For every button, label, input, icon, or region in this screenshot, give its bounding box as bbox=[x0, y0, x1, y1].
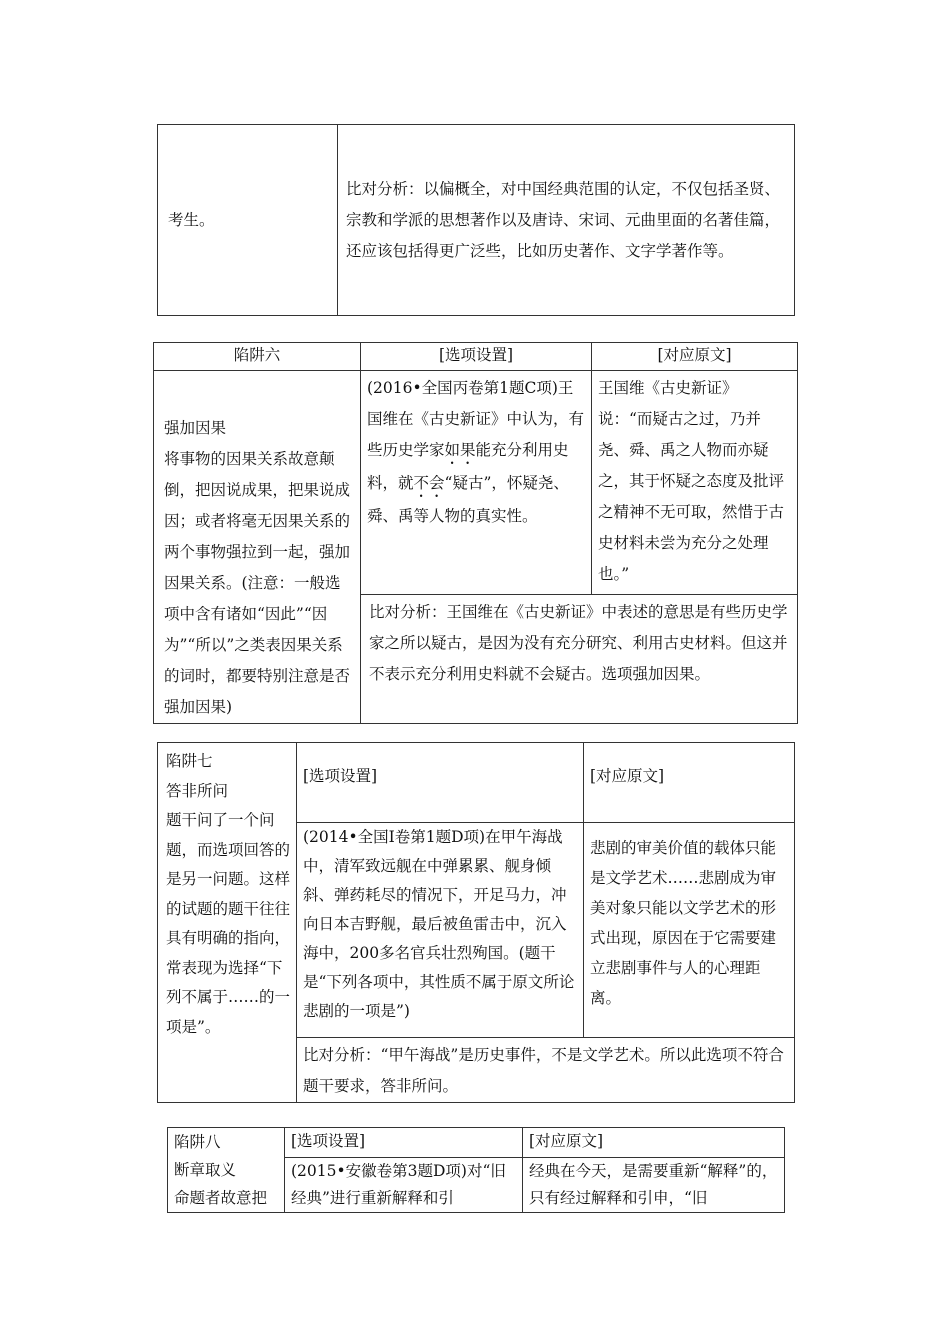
option-emphasis-ruguo: 如果 bbox=[444, 441, 476, 459]
table-trap-6 bbox=[153, 342, 798, 724]
analysis-cell bbox=[338, 125, 795, 316]
option-cell bbox=[361, 371, 592, 595]
table-row bbox=[158, 125, 795, 316]
trap-desc-cell bbox=[158, 125, 338, 316]
original-cell bbox=[523, 1158, 785, 1213]
original-header: [对应原文] bbox=[592, 343, 798, 371]
trap-title: 答非所问 bbox=[166, 781, 229, 800]
option-emphasis-buhui: 不会 bbox=[413, 474, 445, 492]
option-header bbox=[297, 743, 584, 823]
table-row bbox=[168, 1128, 785, 1158]
original-header: [对应原文] bbox=[523, 1128, 785, 1158]
trap-title: 断章取义 bbox=[174, 1161, 237, 1179]
original-text: 王国维《古史新证》说：“而疑古之过，乃并尧、舜、禹之人物而亦疑之，其于怀疑之态度及批评之精神不无可取，然惜于古史材料未尝为充分之处理也。” bbox=[598, 379, 785, 583]
table-trap-continued bbox=[157, 124, 795, 316]
option-header: [选项设置] bbox=[361, 343, 592, 371]
trap-desc: 命题者故意把 bbox=[174, 1189, 268, 1207]
option-text-post: “疑古”，怀疑尧、舜、禹等人物的真实性。 bbox=[367, 474, 569, 525]
trap-title: 强加因果 bbox=[164, 419, 227, 437]
trap-name: 陷阱八 bbox=[174, 1133, 221, 1151]
option-cell bbox=[285, 1158, 523, 1213]
trap-desc: 将事物的因果关系故意颠倒，把因说成果，把果说成因；或者将毫无因果关系的两个事物强拉到一起，强加因果关系。(注意：一般选项中含有诸如“因此”“因为”“所以”之类表因果关系的词时，都要特别注意是否强加因果) bbox=[164, 450, 351, 716]
trap-desc: 题干问了一个问题，而选项回答的是另一问题。这样的试题的题干往往具有明确的指向，常表现为选择“下列不属于……的一项是”。 bbox=[166, 811, 291, 1036]
trap-name: 陷阱七 bbox=[166, 752, 213, 770]
analysis-cell bbox=[297, 1038, 795, 1103]
option-header-text: [选项设置] bbox=[303, 767, 378, 785]
original-cell bbox=[592, 371, 798, 595]
trap-desc-cell bbox=[158, 743, 297, 1103]
analysis-text: 比对分析：王国维在《古史新证》中表述的意思是有些历史学家之所以疑古，是因为没有充分研究、利用古史材料。但这并不表示充分利用史料就不会疑古。选项强加因果。 bbox=[369, 602, 788, 683]
option-text: (2014•全国Ⅰ卷第1题D项)在甲午海战中，清军致远舰在中弹累累、舰身倾斜、弹药耗尽的情况下，开足马力，冲向日本吉野舰，最后被鱼雷击中，沉入海中，200多名官兵壮烈殉国。(题干是“下列各项中，其性质不属于原文所论悲剧的一项是”) bbox=[303, 828, 575, 1020]
table-row bbox=[154, 371, 798, 595]
table-header-row bbox=[154, 343, 798, 371]
original-text: 悲剧的审美价值的载体只能是文学艺术……悲剧成为审美对象只能以文学艺术的形式出现，原因在于它需要建立悲剧事件与人的心理距离。 bbox=[590, 839, 777, 1007]
analysis-text: 比对分析：以偏概全，对中国经典范围的认定，不仅包括圣贤、宗教和学派的思想著作以及唐诗、宋词、元曲里面的名著佳篇，还应该包括得更广泛些，比如历史著作、文字学著作等。 bbox=[346, 179, 781, 260]
original-header-text: [对应原文] bbox=[590, 767, 665, 785]
original-cell bbox=[584, 823, 795, 1038]
option-text: (2015•安徽卷第3题D项)对“旧经典”进行重新解释和引 bbox=[291, 1162, 506, 1207]
trap-desc-cell bbox=[154, 371, 361, 724]
option-header: [选项设置] bbox=[285, 1128, 523, 1158]
original-text: 经典在今天，是需要重新“解释”的，只有经过解释和引申，“旧 bbox=[529, 1162, 778, 1207]
table-trap-7 bbox=[157, 742, 795, 1103]
analysis-text: 比对分析：“甲午海战”是历史事件，不是文学艺术。所以此选项不符合题干要求，答非所问。 bbox=[303, 1046, 784, 1095]
option-text-mid: 能充分利用史料，就 bbox=[367, 441, 569, 492]
original-header bbox=[584, 743, 795, 823]
table-trap-8 bbox=[167, 1127, 785, 1213]
trap-desc-text: 考生。 bbox=[168, 210, 215, 229]
analysis-cell bbox=[361, 594, 798, 723]
option-cell bbox=[297, 823, 584, 1038]
trap-name-header: 陷阱六 bbox=[154, 343, 361, 371]
option-text-pre: (2016•全国丙卷第1题C项)王国维在《古史新证》中认为，有些历史学家 bbox=[367, 379, 585, 459]
table-row bbox=[158, 743, 795, 823]
trap-desc-cell bbox=[168, 1128, 285, 1213]
